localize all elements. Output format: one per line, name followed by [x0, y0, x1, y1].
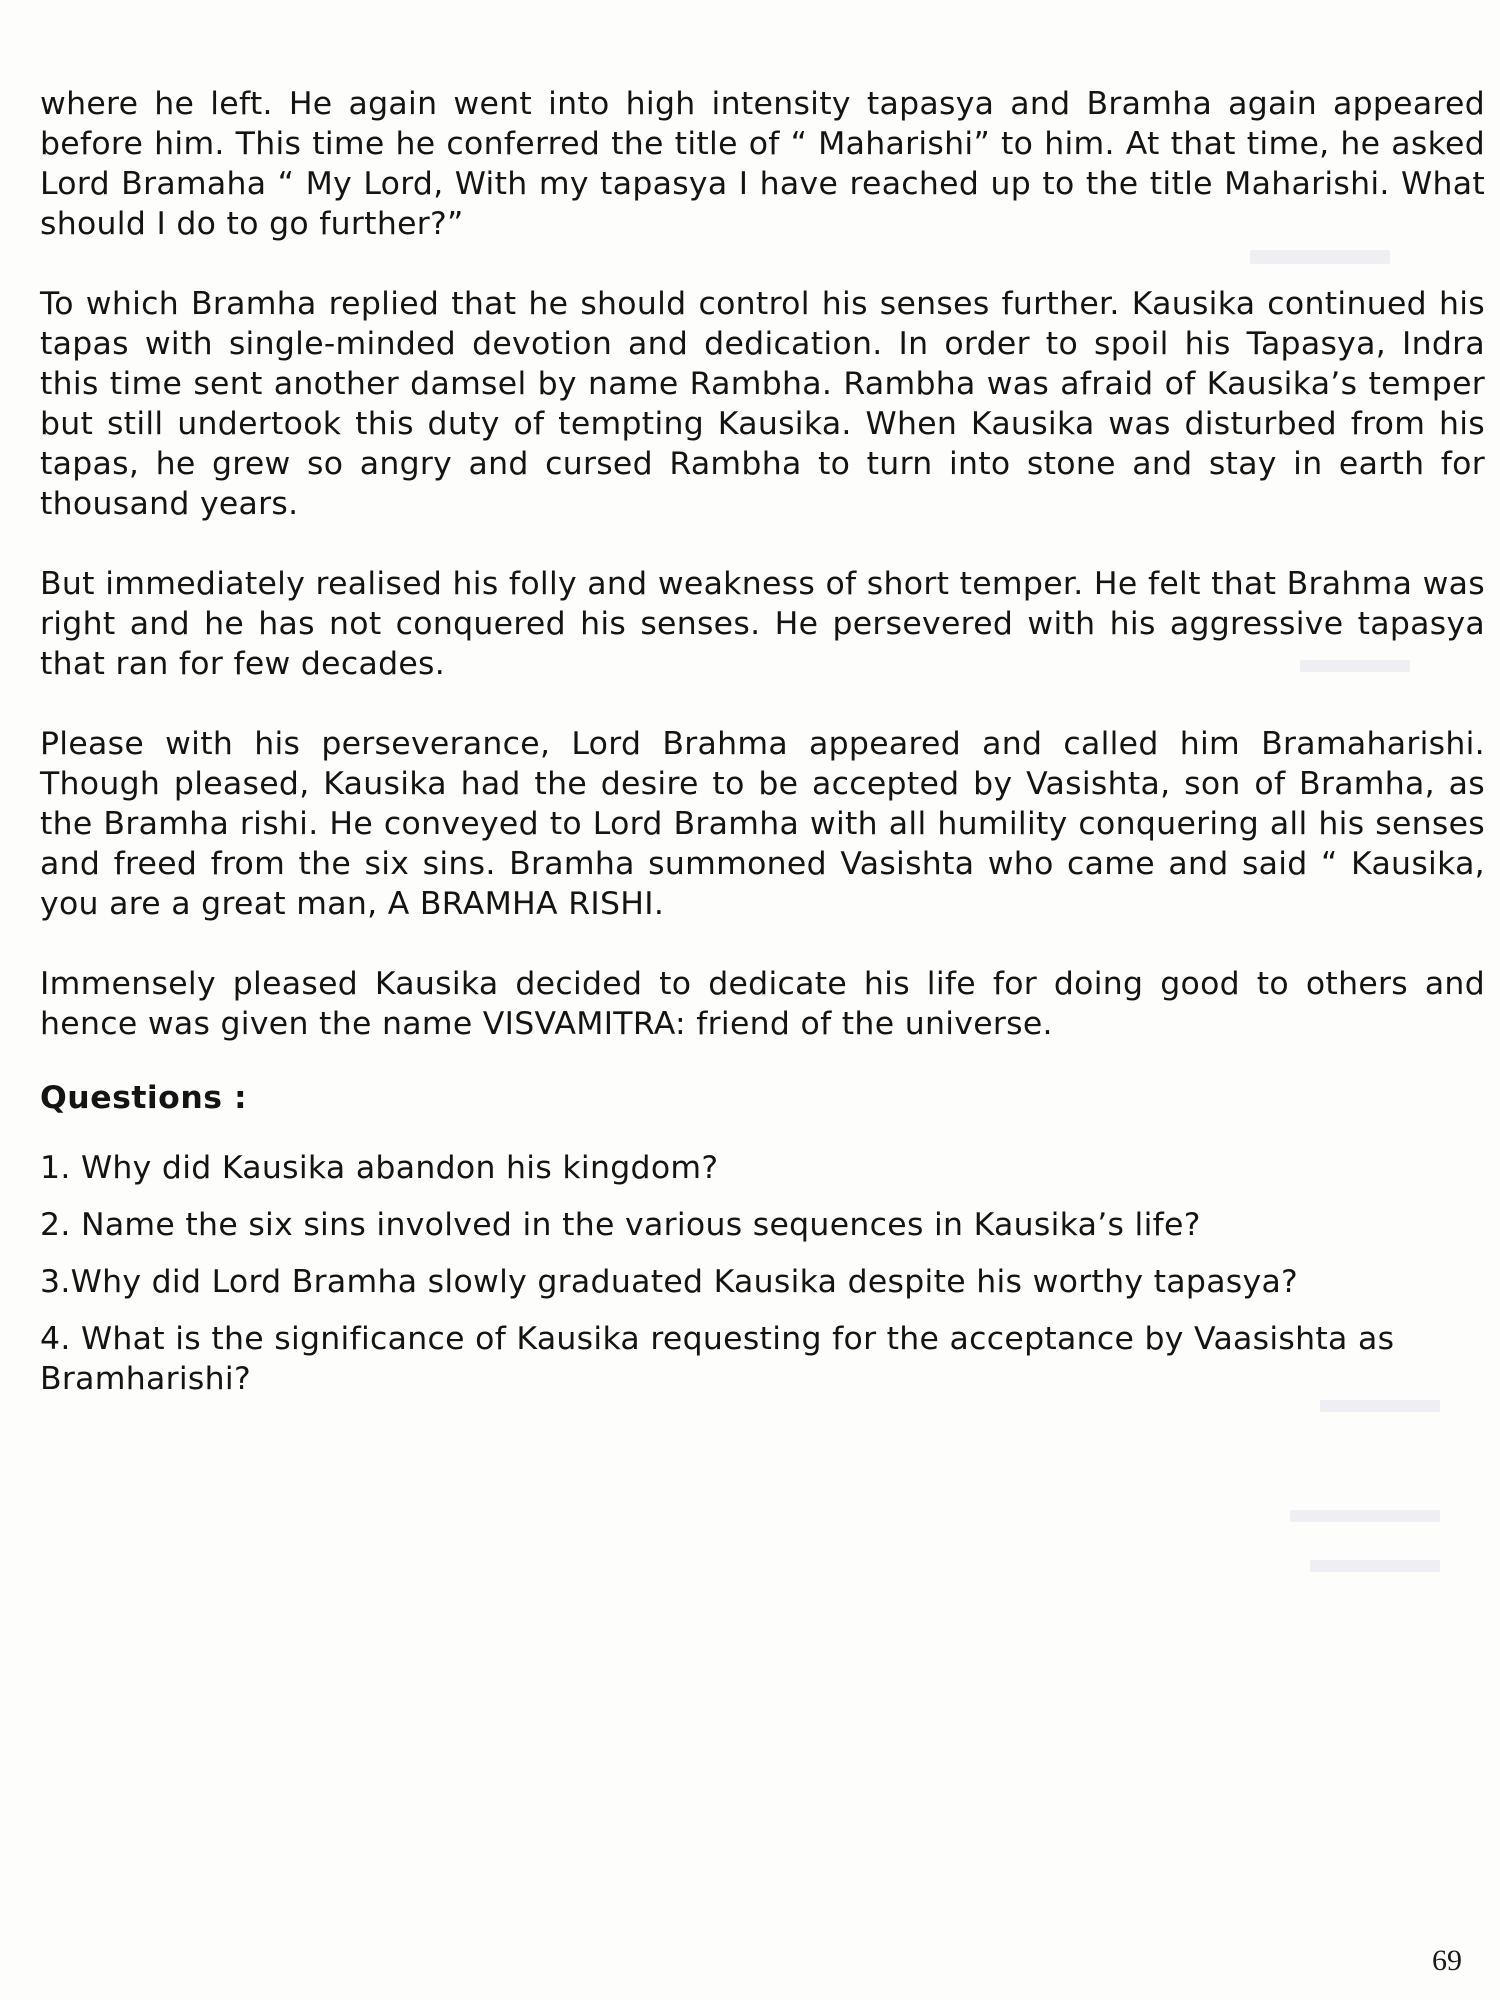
paragraph: Please with his perseverance, Lord Brahma appeared and called him Bramaharishi. Though pleased, Kausika had the desire to be accepted by Vasishta, son of Bramha, as the Bramha rishi. He conveyed to Lord Bramha with all humility conquering all his senses and freed from the six sins. Bramha summoned Vasishta who came and said “ Kausika, you are a great man, A BRAMHA RISHI. — [40, 726, 1485, 922]
questions-heading: Questions : — [40, 1080, 248, 1116]
question-item: 3.Why did Lord Bramha slowly graduated Kausika despite his worthy tapasya? — [40, 1264, 1299, 1300]
questions-list — [40, 1148, 1485, 1399]
question-item: 2. Name the six sins involved in the various sequences in Kausika’s life? — [40, 1207, 1201, 1243]
page-number: 69 — [1432, 1944, 1462, 1977]
paragraph: To which Bramha replied that he should control his senses further. Kausika continued his tapas with single-minded devotion and dedication. In order to spoil his Tapasya, Indra this time sent another damsel by name Rambha. Rambha was afraid of Kausika’s temper but still undertook this duty of tempting Kausika. When Kausika was disturbed from his tapas, he grew so angry and cursed Rambha to turn into stone and stay in earth for thousand years. — [40, 286, 1485, 522]
page-content — [40, 84, 1485, 1416]
paragraph: where he left. He again went into high intensity tapasya and Bramha again appeared before him. This time he conferred the title of “ Maharishi” to him. At that time, he asked Lord Bramaha “ My Lord, With my tapasya I have reached up to the title Maharishi. What should I do to go further?” — [40, 86, 1485, 242]
show-through-mark — [1290, 1510, 1440, 1522]
paragraph: But immediately realised his folly and weakness of short temper. He felt that Brahma was right and he has not conquered his senses. He persevered with his aggressive tapasya that ran for few decades. — [40, 566, 1485, 682]
question-item: 1. Why did Kausika abandon his kingdom? — [40, 1150, 719, 1186]
paragraph: Immensely pleased Kausika decided to dedicate his life for doing good to others and hence was given the name VISVAMITRA: friend of the universe. — [40, 966, 1485, 1042]
question-item: 4. What is the significance of Kausika requesting for the acceptance by Vaasishta as Bramharishi? — [40, 1321, 1395, 1397]
show-through-mark — [1310, 1560, 1440, 1572]
